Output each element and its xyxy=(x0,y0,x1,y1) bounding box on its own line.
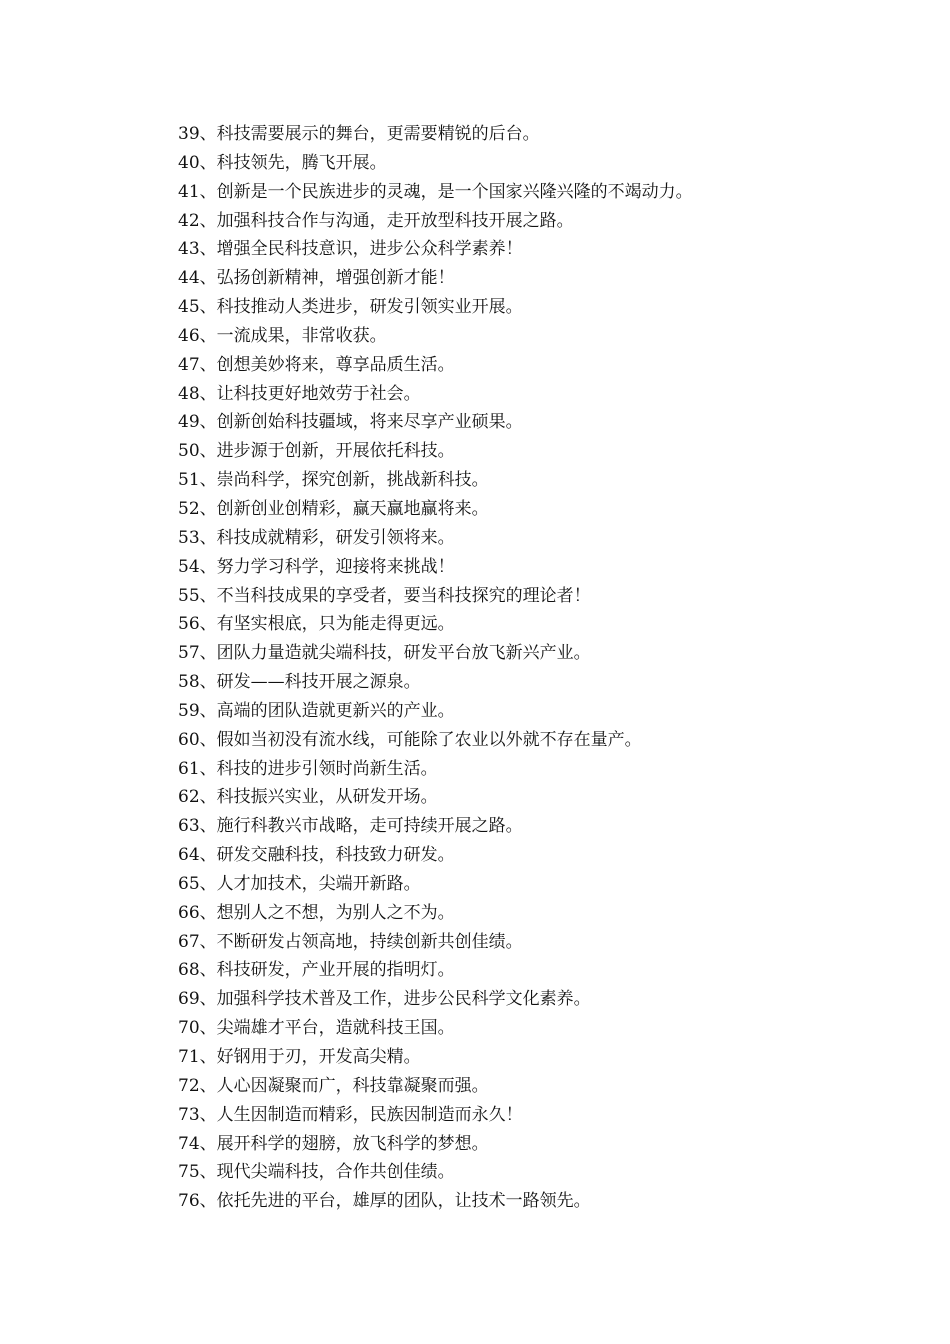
slogan-line-55: 55、不当科技成果的享受者，要当科技探究的理论者！ xyxy=(178,585,591,606)
slogan-line-44: 44、弘扬创新精神，增强创新才能！ xyxy=(178,268,455,289)
slogan-line-68: 68、科技研发，产业开展的指明灯。 xyxy=(178,960,455,981)
slogan-line-56: 56、有坚实根底，只为能走得更远。 xyxy=(178,614,455,635)
slogan-line-58: 58、研发——科技开展之源泉。 xyxy=(178,672,421,693)
slogan-line-51: 51、崇尚科学，探究创新，挑战新科技。 xyxy=(178,470,489,491)
slogan-line-54: 54、努力学习科学，迎接将来挑战！ xyxy=(178,556,455,577)
slogan-line-66: 66、想别人之不想，为别人之不为。 xyxy=(178,902,455,923)
slogan-line-57: 57、团队力量造就尖端科技，研发平台放飞新兴产业。 xyxy=(178,643,591,664)
slogan-line-75: 75、现代尖端科技，合作共创佳绩。 xyxy=(178,1162,455,1183)
slogan-line-52: 52、创新创业创精彩，赢天赢地赢将来。 xyxy=(178,498,489,519)
slogan-line-60: 60、假如当初没有流水线，可能除了农业以外就不存在量产。 xyxy=(178,729,642,750)
slogan-line-71: 71、好钢用于刃，开发高尖精。 xyxy=(178,1047,421,1067)
slogan-line-64: 64、研发交融科技，科技致力研发。 xyxy=(178,845,455,866)
slogan-line-74: 74、展开科学的翅膀，放飞科学的梦想。 xyxy=(178,1133,489,1154)
slogan-line-62: 62、科技振兴实业，从研发开场。 xyxy=(178,787,438,808)
slogan-list xyxy=(178,120,878,1216)
slogan-line-40: 40、科技领先，腾飞开展。 xyxy=(178,152,387,173)
slogan-line-73: 73、人生因制造而精彩，民族因制造而永久！ xyxy=(178,1104,523,1125)
slogan-line-42: 42、加强科技合作与沟通，走开放型科技开展之路。 xyxy=(178,210,574,231)
slogan-line-70: 70、尖端雄才平台，造就科技王国。 xyxy=(178,1018,455,1039)
slogan-line-45: 45、科技推动人类进步，研发引领实业开展。 xyxy=(178,297,523,318)
slogan-line-49: 49、创新创始科技疆域，将来尽享产业硕果。 xyxy=(178,412,523,433)
slogan-line-67: 67、不断研发占领高地，持续创新共创佳绩。 xyxy=(178,931,523,952)
slogan-line-65: 65、人才加技术，尖端开新路。 xyxy=(178,873,421,894)
slogan-line-63: 63、施行科教兴市战略，走可持续开展之路。 xyxy=(178,816,523,837)
slogan-line-72: 72、人心因凝聚而广，科技靠凝聚而强。 xyxy=(178,1075,489,1096)
slogan-line-50: 50、进步源于创新，开展依托科技。 xyxy=(178,441,455,462)
slogan-line-43: 43、增强全民科技意识，进步公众科学素养！ xyxy=(178,239,523,260)
slogan-line-76: 76、依托先进的平台，雄厚的团队，让技术一路领先。 xyxy=(178,1191,591,1212)
slogan-line-61: 61、科技的进步引领时尚新生活。 xyxy=(178,758,438,779)
slogan-line-59: 59、高端的团队造就更新兴的产业。 xyxy=(178,700,455,721)
slogan-line-69: 69、加强科学技术普及工作，进步公民科学文化素养。 xyxy=(178,989,591,1010)
slogan-line-41: 41、创新是一个民族进步的灵魂，是一个国家兴隆兴隆的不竭动力。 xyxy=(178,181,693,202)
slogan-line-39: 39、科技需要展示的舞台，更需要精锐的后台。 xyxy=(178,124,540,144)
slogan-line-53: 53、科技成就精彩，研发引领将来。 xyxy=(178,527,455,548)
slogan-line-47: 47、创想美妙将来，尊享品质生活。 xyxy=(178,354,455,375)
slogan-line-48: 48、让科技更好地效劳于社会。 xyxy=(178,383,421,404)
slogan-line-46: 46、一流成果，非常收获。 xyxy=(178,325,387,346)
